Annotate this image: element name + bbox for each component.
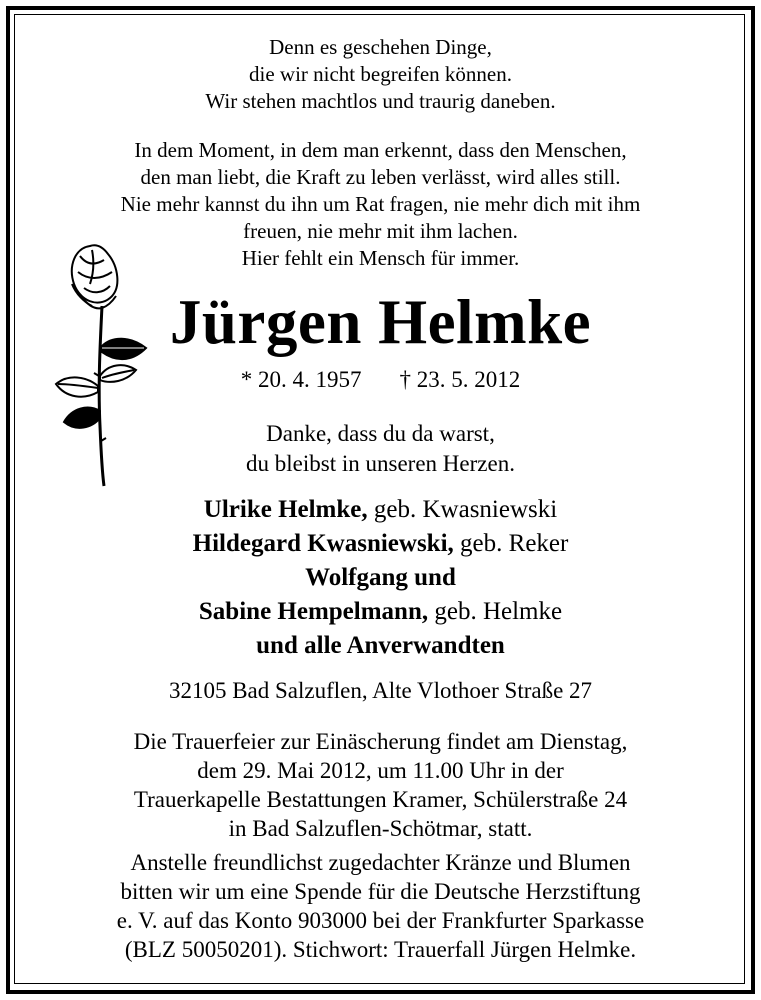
family-note: geb. Reker bbox=[453, 530, 569, 557]
birth-date: * 20. 4. 1957 bbox=[240, 367, 362, 392]
family-name: und alle Anverwandten bbox=[256, 632, 505, 659]
funeral-line: dem 29. Mai 2012, um 11.00 Uhr in der bbox=[197, 758, 564, 783]
poem-line: Nie mehr kannst du ihn um Rat fragen, nie mehr dich mit ihm bbox=[120, 192, 641, 216]
family-member bbox=[0, 629, 761, 663]
funeral-line: Trauerkapelle Bestattungen Kramer, Schülerstraße 24 bbox=[133, 787, 628, 812]
poem-line: Hier fehlt ein Mensch für immer. bbox=[241, 246, 520, 270]
thanks-line: du bleibst in unseren Herzen. bbox=[246, 451, 515, 476]
poem-line: den man liebt, die Kraft zu leben verlässt, wird alles still. bbox=[140, 165, 621, 189]
family-member bbox=[0, 527, 761, 561]
death-date: † 23. 5. 2012 bbox=[399, 367, 521, 392]
poem-line: Denn es geschehen Dinge, bbox=[269, 35, 492, 59]
poem-stanza-2 bbox=[0, 137, 761, 272]
poem-line: freuen, nie mehr mit ihm lachen. bbox=[243, 219, 518, 243]
family-name: Ulrike Helmke, bbox=[203, 496, 368, 523]
donation-line: bitten wir um eine Spende für die Deutsche Herzstiftung bbox=[120, 879, 641, 904]
life-dates bbox=[0, 365, 761, 395]
family-member bbox=[0, 595, 761, 629]
family-name: Sabine Hempelmann, bbox=[198, 598, 429, 625]
funeral-notice bbox=[0, 727, 761, 843]
family-note: geb. Helmke bbox=[428, 598, 563, 625]
funeral-line: in Bad Salzuflen-Schötmar, statt. bbox=[228, 816, 533, 841]
family-member bbox=[0, 561, 761, 595]
deceased-name: Jürgen Helmke bbox=[169, 287, 592, 357]
family-name: Wolfgang und bbox=[305, 564, 456, 591]
family-note: geb. Kwasniewski bbox=[367, 496, 558, 523]
family-address: 32105 Bad Salzuflen, Alte Vlothoer Straße 27 bbox=[168, 678, 593, 703]
poem-line: In dem Moment, in dem man erkennt, dass den Menschen, bbox=[134, 138, 627, 162]
family-member bbox=[0, 493, 761, 527]
donation-line: Anstelle freundlichst zugedachter Kränze und Blumen bbox=[130, 850, 631, 875]
poem-stanza-1 bbox=[0, 34, 761, 115]
donation-line: (BLZ 50050201). Stichwort: Trauerfall Jürgen Helmke. bbox=[124, 937, 637, 962]
donation-line: e. V. auf das Konto 903000 bei der Frankfurter Sparkasse bbox=[116, 908, 645, 933]
donation-notice bbox=[0, 848, 761, 964]
thanks-message bbox=[0, 419, 761, 479]
family-list bbox=[0, 493, 761, 663]
funeral-line: Die Trauerfeier zur Einäscherung findet am Dienstag, bbox=[133, 729, 628, 754]
poem-line: die wir nicht begreifen können. bbox=[249, 62, 512, 86]
poem-line: Wir stehen machtlos und traurig daneben. bbox=[205, 89, 556, 113]
thanks-line: Danke, dass du da warst, bbox=[266, 421, 495, 446]
family-name: Hildegard Kwasniewski, bbox=[192, 530, 454, 557]
